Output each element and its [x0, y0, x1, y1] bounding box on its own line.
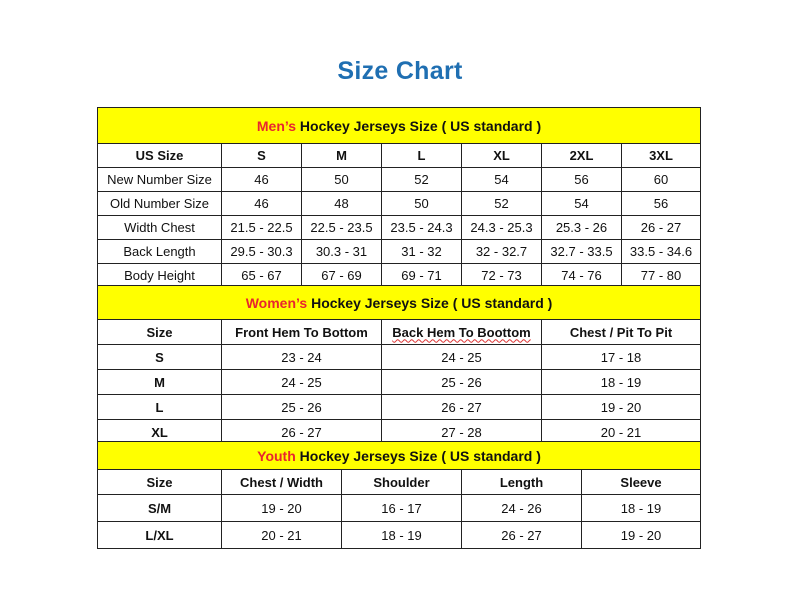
youth-column-header-row [98, 470, 701, 495]
youth-heading [98, 442, 701, 470]
row-label: Back Length [98, 240, 222, 264]
column-header [382, 320, 542, 345]
table-cell: 24 - 25 [382, 345, 542, 370]
row-label: S/M [98, 495, 222, 522]
mens-heading-accent: Men’s [256, 117, 297, 134]
table-row [98, 370, 701, 395]
table-cell: 54 [542, 192, 622, 216]
column-header: Shoulder [342, 470, 462, 495]
table-row [98, 192, 701, 216]
youth-size-table [97, 441, 701, 549]
row-label: Body Height [98, 264, 222, 288]
column-header-text: Back Hem To Boottom [392, 324, 531, 340]
page-title: Size Chart [337, 57, 463, 85]
column-header: S [222, 144, 302, 168]
table-cell: 24.3 - 25.3 [462, 216, 542, 240]
mens-size-table [97, 107, 701, 288]
row-label: L/XL [98, 522, 222, 549]
table-cell: 32 - 32.7 [462, 240, 542, 264]
table-cell: 20 - 21 [222, 522, 342, 549]
youth-heading-accent: Youth [257, 447, 296, 464]
table-cell: 23.5 - 24.3 [382, 216, 462, 240]
table-cell: 25 - 26 [382, 370, 542, 395]
table-cell: 52 [382, 168, 462, 192]
table-cell: 50 [382, 192, 462, 216]
table-cell: 65 - 67 [222, 264, 302, 288]
table-cell: 19 - 20 [542, 395, 701, 420]
table-cell: 23 - 24 [222, 345, 382, 370]
table-cell: 26 - 27 [622, 216, 701, 240]
table-cell: 67 - 69 [302, 264, 382, 288]
column-header: Size [98, 470, 222, 495]
column-header: Chest / Width [222, 470, 342, 495]
column-header: XL [462, 144, 542, 168]
column-header: Chest / Pit To Pit [542, 320, 701, 345]
column-header: Length [462, 470, 582, 495]
table-cell: 19 - 20 [222, 495, 342, 522]
table-cell: 18 - 19 [342, 522, 462, 549]
table-cell: 54 [462, 168, 542, 192]
table-row [98, 240, 701, 264]
table-cell: 29.5 - 30.3 [222, 240, 302, 264]
table-cell: 19 - 20 [582, 522, 701, 549]
table-cell: 26 - 27 [222, 420, 382, 445]
table-cell: 18 - 19 [542, 370, 701, 395]
table-row [98, 495, 701, 522]
table-row [98, 522, 701, 549]
table-cell: 30.3 - 31 [302, 240, 382, 264]
table-cell: 24 - 26 [462, 495, 582, 522]
row-label: Width Chest [98, 216, 222, 240]
womens-heading-accent: Women’s [245, 294, 308, 311]
table-cell: 69 - 71 [382, 264, 462, 288]
table-cell: 16 - 17 [342, 495, 462, 522]
table-row [98, 216, 701, 240]
column-header: Size [98, 320, 222, 345]
table-row [98, 345, 701, 370]
table-cell: 26 - 27 [382, 395, 542, 420]
womens-heading-row [98, 286, 701, 320]
table-cell: 18 - 19 [582, 495, 701, 522]
table-cell: 24 - 25 [222, 370, 382, 395]
column-header: Sleeve [582, 470, 701, 495]
youth-heading-row [98, 442, 701, 470]
table-cell: 32.7 - 33.5 [542, 240, 622, 264]
table-cell: 56 [622, 192, 701, 216]
table-cell: 46 [222, 168, 302, 192]
mens-heading-row [98, 108, 701, 144]
table-cell: 26 - 27 [462, 522, 582, 549]
column-header: L [382, 144, 462, 168]
table-cell: 21.5 - 22.5 [222, 216, 302, 240]
table-cell: 48 [302, 192, 382, 216]
table-row [98, 264, 701, 288]
column-header: 3XL [622, 144, 701, 168]
mens-column-header-row [98, 144, 701, 168]
table-cell: 25.3 - 26 [542, 216, 622, 240]
table-cell: 22.5 - 23.5 [302, 216, 382, 240]
table-cell: 33.5 - 34.6 [622, 240, 701, 264]
table-cell: 31 - 32 [382, 240, 462, 264]
column-header: M [302, 144, 382, 168]
table-cell: 74 - 76 [542, 264, 622, 288]
table-cell: 72 - 73 [462, 264, 542, 288]
table-cell: 20 - 21 [542, 420, 701, 445]
column-header: Front Hem To Bottom [222, 320, 382, 345]
table-row [98, 168, 701, 192]
womens-heading [98, 286, 701, 320]
table-cell: 60 [622, 168, 701, 192]
table-row [98, 395, 701, 420]
row-label: M [98, 370, 222, 395]
womens-heading-text: Hockey Jerseys Size ( US standard ) [307, 294, 553, 311]
row-label: Old Number Size [98, 192, 222, 216]
mens-heading-text: Hockey Jerseys Size ( US standard ) [296, 117, 542, 134]
table-cell: 17 - 18 [542, 345, 701, 370]
mens-heading [98, 108, 701, 144]
table-cell: 52 [462, 192, 542, 216]
table-cell: 50 [302, 168, 382, 192]
table-cell: 56 [542, 168, 622, 192]
womens-column-header-row [98, 320, 701, 345]
row-label: S [98, 345, 222, 370]
row-label: L [98, 395, 222, 420]
row-label: XL [98, 420, 222, 445]
column-header: US Size [98, 144, 222, 168]
youth-heading-text: Hockey Jerseys Size ( US standard ) [295, 447, 541, 464]
row-label: New Number Size [98, 168, 222, 192]
table-cell: 46 [222, 192, 302, 216]
column-header: 2XL [542, 144, 622, 168]
table-cell: 27 - 28 [382, 420, 542, 445]
table-cell: 25 - 26 [222, 395, 382, 420]
womens-size-table [97, 285, 701, 445]
table-cell: 77 - 80 [622, 264, 701, 288]
